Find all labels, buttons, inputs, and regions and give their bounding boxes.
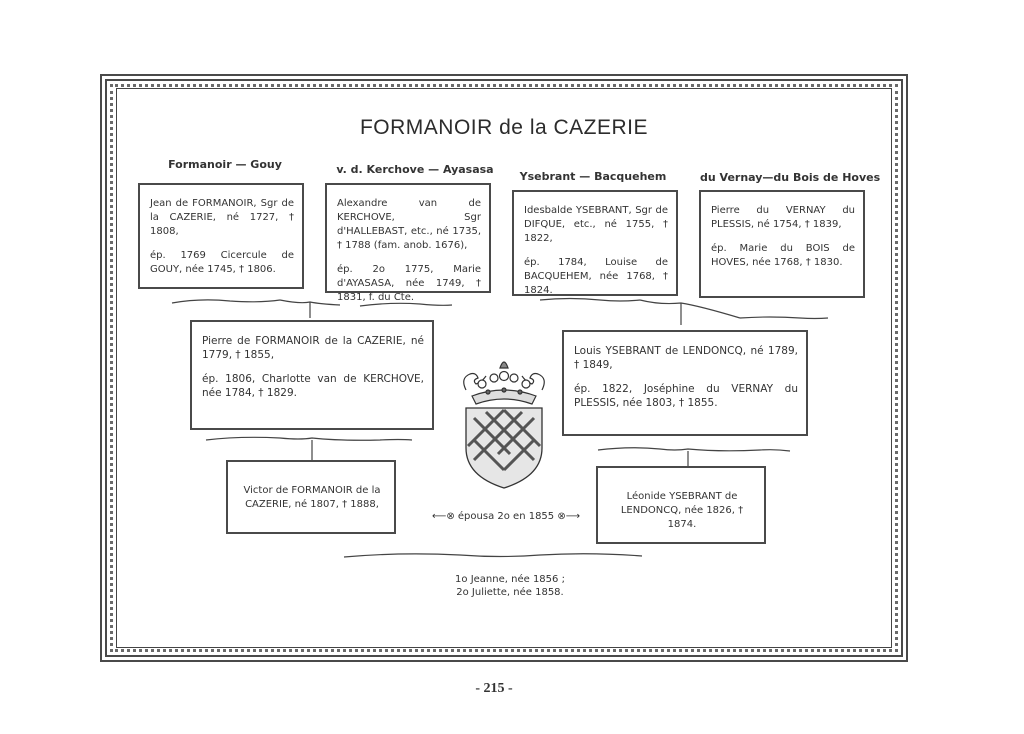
ornament-right-icon: ⊗⟶	[557, 511, 581, 522]
ornament-left-icon: ⟵⊗	[432, 511, 455, 522]
column-heading-vernay-bois-de-hoves: du Vernay—du Bois de Hoves	[700, 171, 881, 184]
coat-of-arms-icon	[452, 348, 556, 490]
box-text-line2: ép. 1784, Louise de BACQUEHEM, née 1768, † 1824.	[524, 257, 668, 296]
marriage-caption	[432, 511, 580, 522]
page-title: FORMANOIR de la CAZERIE	[359, 116, 649, 139]
page-number: - 215 -	[475, 681, 513, 696]
column-heading-ysebrant-bacquehem: Ysebrant — Bacquehem	[519, 170, 667, 183]
child-item: 2o Juliette, née 1858.	[456, 587, 564, 598]
box-text-line2: ép. 1806, Charlotte van de KERCHOVE, née 1784, † 1829.	[202, 373, 424, 399]
person-box-pierre-de-formanoir	[190, 320, 434, 430]
box-text-line2: ép. 1769 Cicercule de GOUY, née 1745, † 1806.	[150, 250, 294, 275]
box-text-line1: Victor de FORMANOIR de la CAZERIE, né 1807, † 1888,	[243, 485, 381, 510]
person-box-leonide-ysebrant	[596, 466, 766, 544]
box-text-line1: Idesbalde YSEBRANT, Sgr de DIFQUE, etc., né 1755, † 1822,	[524, 205, 668, 244]
box-text-line2: ép. Marie du BOIS de HOVES, née 1768, † 1830.	[711, 243, 855, 268]
column-heading-kerchove-ayasasa: v. d. Kerchove — Ayasasa	[336, 163, 494, 176]
person-box-victor-de-formanoir	[226, 460, 396, 534]
box-text-line1: Pierre de FORMANOIR de la CAZERIE, né 1779, † 1855,	[202, 335, 424, 361]
box-text-line1: Louis YSEBRANT de LENDONCQ, né 1789, † 1849,	[574, 345, 798, 371]
box-text-line2: ép. 2o 1775, Marie d'AYASASA, née 1749, † 1831, f. du Cte.	[337, 264, 481, 303]
box-text-line2: ép. 1822, Joséphine du VERNAY du PLESSIS, née 1803, † 1855.	[574, 383, 798, 409]
box-text-line1: Léonide YSEBRANT de LENDONCQ, née 1826, † 1874.	[620, 491, 744, 530]
box-text-line1: Jean de FORMANOIR, Sgr de la CAZERIE, né 1727, † 1808,	[150, 198, 294, 237]
box-text-line1: Alexandre van de KERCHOVE, Sgr d'HALLEBAST, etc., né 1735, † 1788 (fam. anob. 1676),	[337, 198, 481, 251]
box-text-line1: Pierre du VERNAY du PLESSIS, né 1754, † 1839,	[711, 205, 855, 230]
crown-icon	[464, 362, 545, 404]
column-heading-formanoir-gouy: Formanoir — Gouy	[168, 158, 282, 171]
child-item: 1o Jeanne, née 1856 ;	[455, 574, 565, 585]
person-box-louis-ysebrant	[562, 330, 808, 436]
children-list	[380, 573, 640, 599]
marriage-caption-text: épousa 2o en 1855	[457, 511, 555, 522]
